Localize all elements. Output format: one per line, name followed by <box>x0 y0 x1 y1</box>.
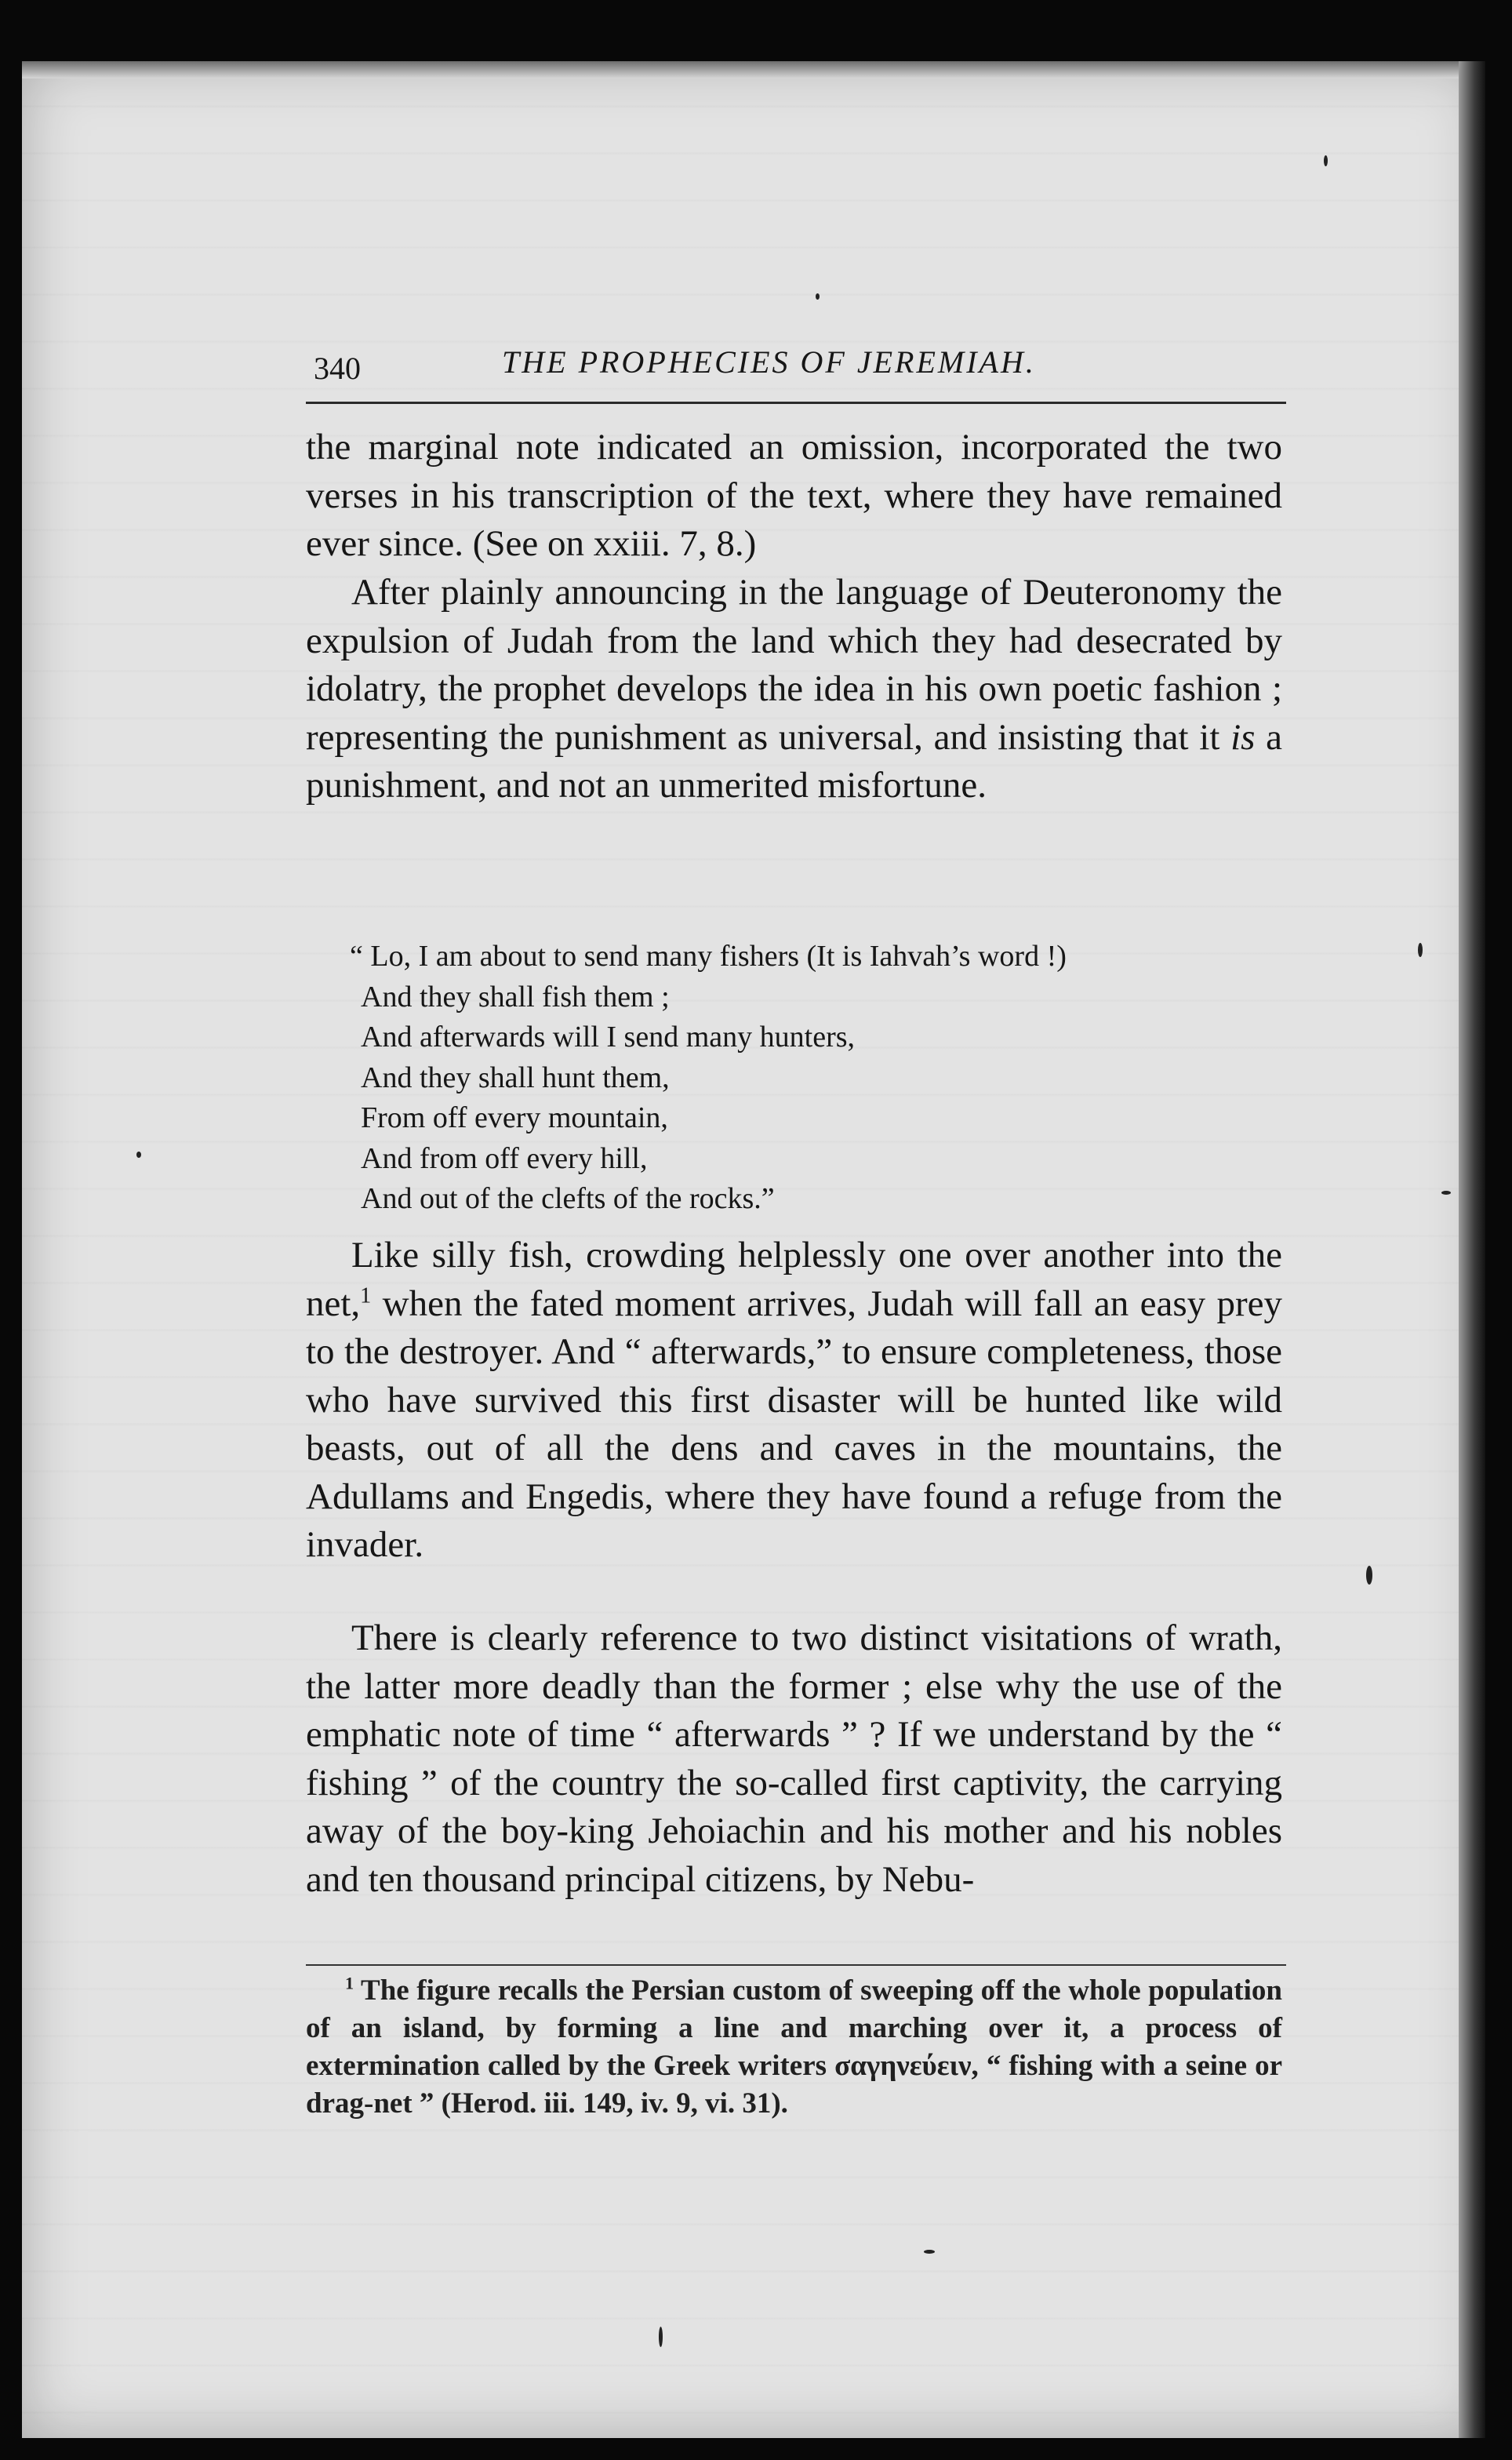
verse-line: And from off every hill, <box>361 1141 648 1175</box>
scan-speck <box>816 293 820 300</box>
scan-speck <box>1418 943 1423 957</box>
page-gutter-shadow <box>1459 61 1485 2438</box>
paragraph-2 <box>306 569 1282 810</box>
footnote <box>306 1972 1282 2123</box>
paragraph-2-text-b: a punishment, and not an unmerited misfortune. <box>306 716 1282 806</box>
scan-speck <box>1366 1566 1372 1585</box>
footnote-reference: 1 <box>360 1283 372 1308</box>
paragraph-2-text-a: After plainly announcing in the language of Deuteronomy the expulsion of Judah from the land which they had desecrated by idolatry, the prophet develops the idea in his own poetic fashion ; representing the punishment as universal, and insisting that it <box>306 572 1282 758</box>
scan-speck <box>924 2250 935 2254</box>
verse-line: And they shall hunt them, <box>361 1061 670 1094</box>
verse-line: And out of the clefts of the rocks.” <box>361 1182 775 1215</box>
page-number: 340 <box>314 351 361 386</box>
paragraph-4: There is clearly reference to two distinct visitations of wrath, the latter more deadly than the former ; else why the use of the emphatic note of time “ afterwards ” ? If we understand by the “ fishing ” of the country the so-called first captivity, the carrying away of the boy-king Jehoiachin and his mother and his nobles and ten thousand principal citizens, by Nebu- <box>306 1618 1282 1900</box>
footnote-marker: 1 <box>345 1973 354 1993</box>
scan-speck <box>1441 1191 1451 1195</box>
scan-speck <box>1324 155 1328 166</box>
running-head <box>306 339 1286 386</box>
scan-speck <box>136 1152 141 1158</box>
paragraph-3-text-b: when the fated moment arrives, Judah will fall an easy prey to the destroyer. And “ afterwards,” to ensure completeness, those who have survived this first disaster will be hunted like wild beasts, out of all the dens and caves in the mountains, the Adullams and Engedis, where they have found a refuge from the invader. <box>306 1283 1282 1565</box>
footnote-rule <box>306 1964 1286 1966</box>
book-page <box>22 61 1485 2438</box>
header-rule <box>306 402 1286 404</box>
footnote-text: The figure recalls the Persian custom of sweeping off the whole population of an island, by forming a line and marching over it, a process of extermination called by the Greek writers σαγηνεύειν, “ fishing with a seine or drag-net ” (Herod. iii. 149, iv. 9, vi. 31). <box>306 1974 1282 2120</box>
verse-line: From off every mountain, <box>361 1101 668 1134</box>
scan-speck <box>659 2327 663 2347</box>
verse-line: And afterwards will I send many hunters, <box>361 1021 856 1054</box>
paragraph-1: the marginal note indicated an omission, incorporated the two verses in his transcription of the text, where they have remained ever since. (See on xxiii. 7, 8.) <box>306 427 1282 564</box>
page-top-edge <box>22 61 1485 78</box>
running-title: THE PROPHECIES OF JEREMIAH. <box>502 344 1036 380</box>
paragraph-3-text-a: Like silly fish, crowding helplessly one over another into the net, <box>306 1235 1282 1324</box>
paragraph-2-emphasis: is <box>1230 716 1256 758</box>
verse-line: And they shall fish them ; <box>361 980 670 1013</box>
verse-quotation <box>350 937 1263 1220</box>
verse-line: “ Lo, I am about to send many fishers (It is Iahvah’s word !) <box>350 940 1067 973</box>
paragraph-3 <box>306 1232 1282 1570</box>
